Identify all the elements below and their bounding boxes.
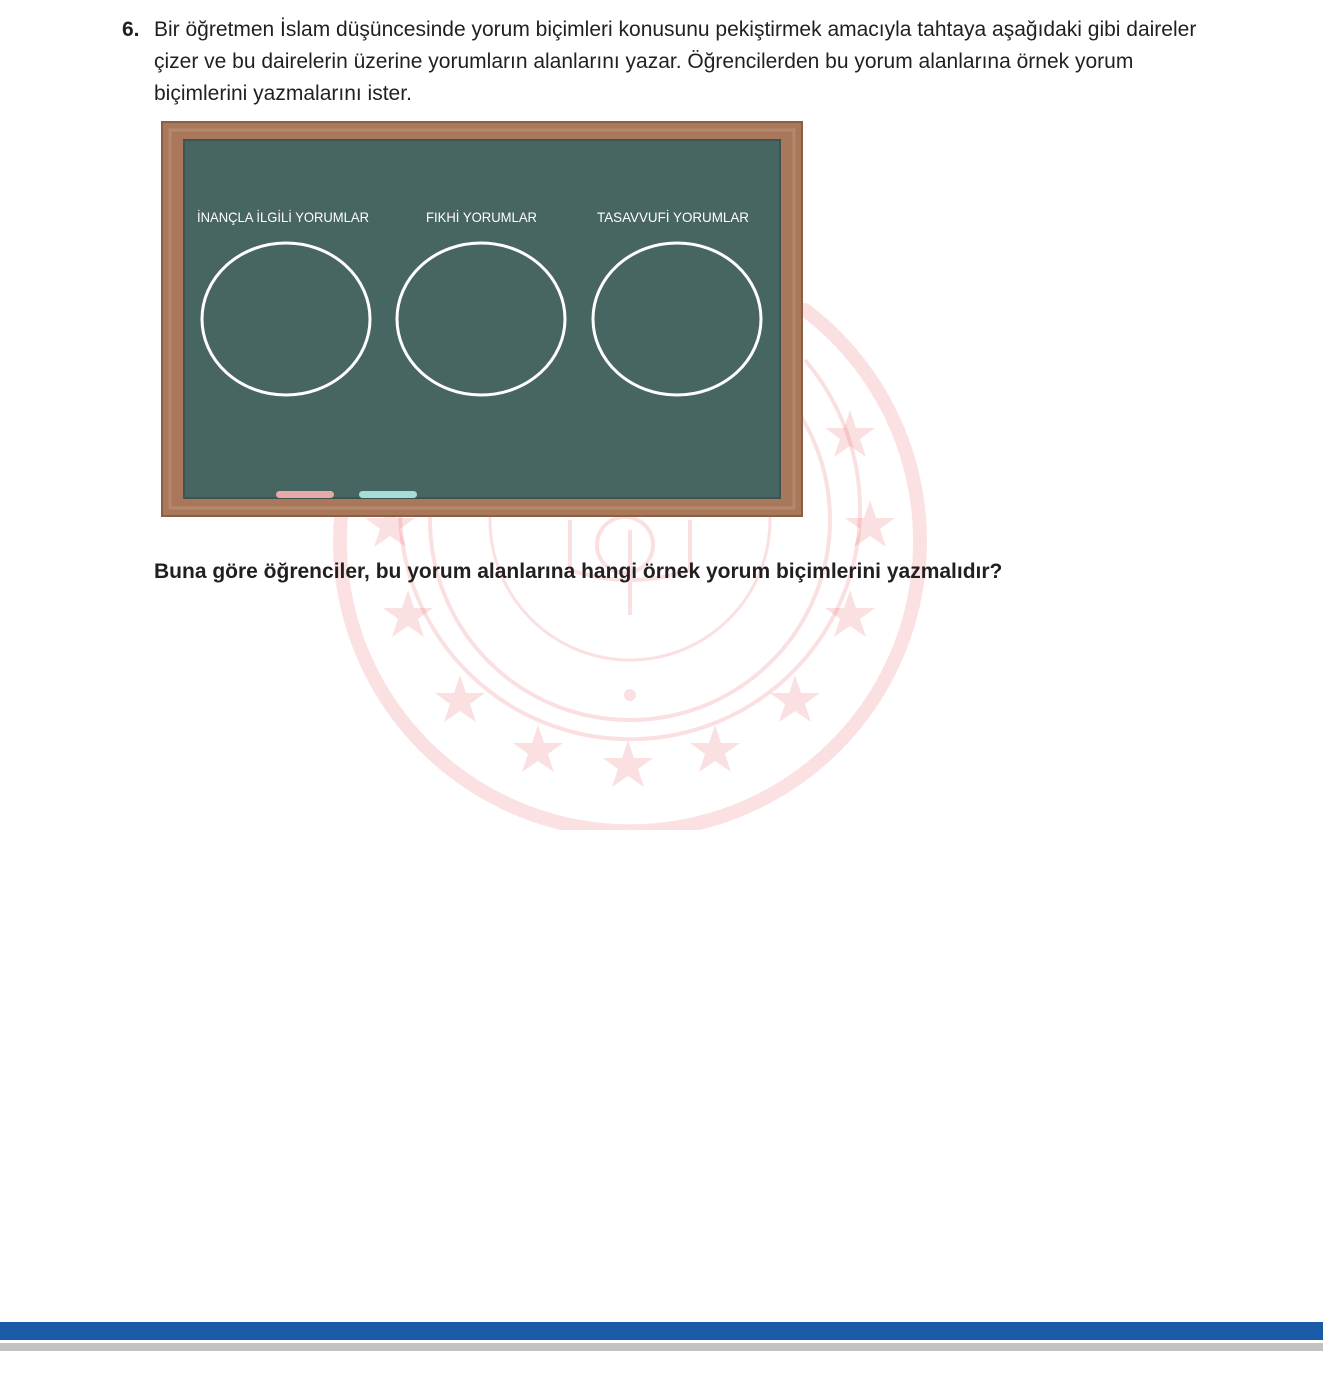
footer-bar-secondary [0,1343,1323,1351]
board-label-fikhi: FIKHİ YORUMLAR [426,209,545,225]
chalkboard-surface [184,140,780,498]
chalk-teal [359,491,417,498]
board-label-tasavvufi: TASAVVUFİ YORUMLAR [597,209,756,225]
question-prompt: Buna göre öğrenciler, bu yorum alanlarına hangi örnek yorum biçimlerini yazmalıdır? [154,560,1003,583]
chalk-pink [276,491,334,498]
board-label-inanc: İNANÇLA İLGİLİ YORUMLAR [197,209,382,225]
question-number: 6. [122,18,140,41]
footer-bar-primary [0,1322,1323,1340]
chalkboard [160,120,804,518]
question-text: Bir öğretmen İslam düşüncesinde yorum biçimleri konusunu pekiştirmek amacıyla tahtaya aşağıdaki gibi daireler çizer ve bu dairelerin üzerine yorumların alanlarını yazar. Öğrencilerden bu yorum alanlarına örnek yorum biçimlerini yazmalarını ister. [154,18,1197,105]
